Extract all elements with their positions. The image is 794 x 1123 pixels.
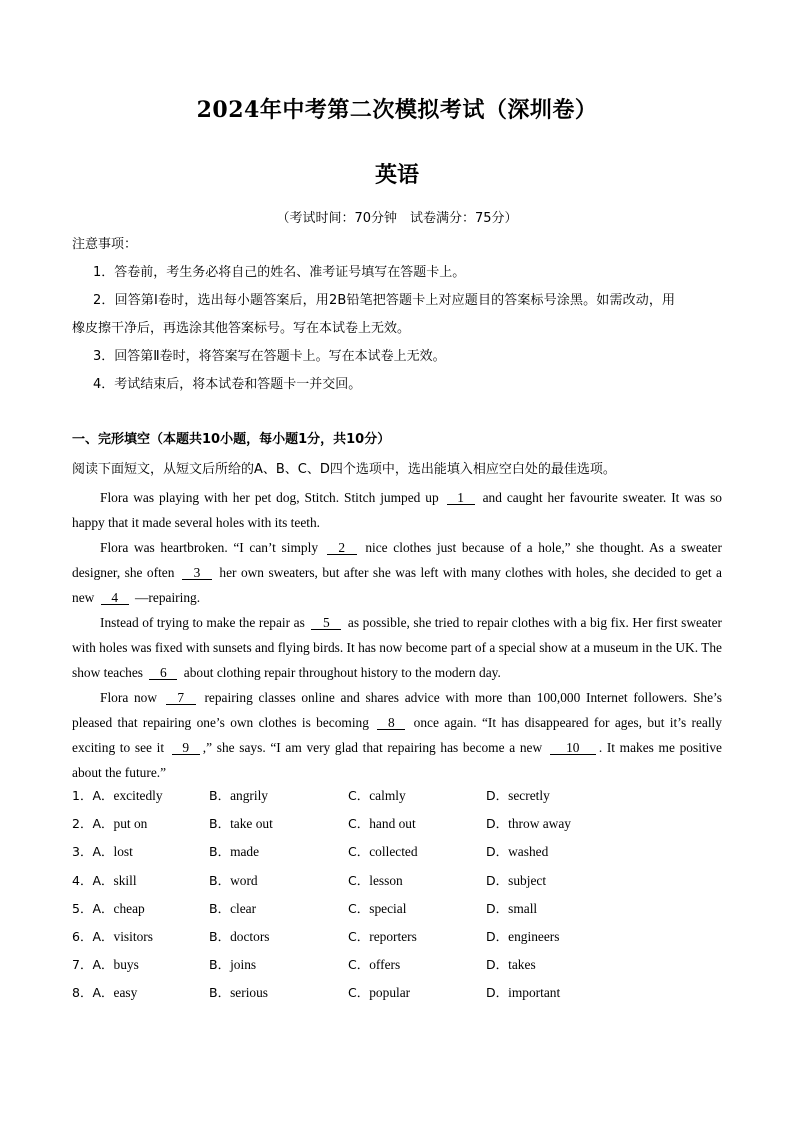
option-a <box>72 899 145 917</box>
option-text: skill <box>113 872 137 888</box>
option-d <box>486 814 571 832</box>
option-letter: C． <box>348 985 370 1001</box>
option-b <box>209 955 256 973</box>
option-text: small <box>508 900 538 916</box>
question-row <box>72 927 732 955</box>
blank-8: 8 <box>377 716 405 730</box>
option-letter: A． <box>92 816 114 832</box>
option-b <box>209 786 268 804</box>
option-letter: D． <box>486 816 509 832</box>
section-header: 一、完形填空（本题共10小题，每小题1分，共10分） <box>72 432 391 447</box>
passage-paragraph <box>72 485 722 535</box>
passage-text: her own sweaters, but after she was left with many clothes with holes, she decided to get a new <box>72 565 722 605</box>
question-row <box>72 955 732 983</box>
option-text: doctors <box>230 928 270 944</box>
option-letter: D． <box>486 985 509 1001</box>
notice-list <box>72 259 728 399</box>
option-text: lesson <box>369 872 403 888</box>
option-text: subject <box>508 872 547 888</box>
option-c <box>348 842 418 860</box>
passage-text: Instead of trying to make the repair as <box>100 615 305 630</box>
blank-2: 2 <box>327 541 357 555</box>
option-letter: A． <box>92 900 114 916</box>
exam-info: （考试时间：70分钟 试卷满分：75分） <box>276 211 518 226</box>
option-letter: D． <box>486 957 509 973</box>
blank-1: 1 <box>447 491 475 505</box>
option-text: reporters <box>369 928 417 944</box>
question-number: 1． <box>72 788 93 803</box>
blank-4: 4 <box>101 591 129 605</box>
blank-3: 3 <box>182 566 212 580</box>
question-row <box>72 899 732 927</box>
option-d <box>486 983 560 1001</box>
option-c <box>348 814 416 832</box>
blank-7: 7 <box>166 691 196 705</box>
option-c <box>348 786 406 804</box>
question-row <box>72 983 732 1011</box>
option-d <box>486 842 548 860</box>
option-text: washed <box>508 844 549 860</box>
option-letter: A． <box>92 985 114 1001</box>
option-b <box>209 814 273 832</box>
passage-paragraph <box>72 535 722 610</box>
option-a <box>72 927 153 945</box>
option-letter: D． <box>486 844 509 860</box>
question-number: 5． <box>72 900 93 916</box>
option-b <box>209 927 270 945</box>
option-letter: A． <box>92 928 114 944</box>
option-c <box>348 899 406 917</box>
question-number: 3． <box>72 844 93 860</box>
option-letter: B． <box>209 872 231 888</box>
option-text: throw away <box>508 816 571 832</box>
option-letter: C． <box>348 928 370 944</box>
question-number: 8． <box>72 985 93 1001</box>
cloze-passage <box>72 485 722 785</box>
question-number: 6． <box>72 928 93 944</box>
option-text: offers <box>369 957 401 973</box>
option-b <box>209 871 258 889</box>
option-a <box>72 842 133 860</box>
option-c <box>348 983 410 1001</box>
passage-text: Flora was heartbroken. “I can’t simply <box>100 540 319 555</box>
option-letter: B． <box>209 957 231 973</box>
notice-title: 注意事项： <box>72 237 138 252</box>
option-text: important <box>508 985 561 1001</box>
blank-9: 9 <box>172 741 200 755</box>
exam-title: 2024年中考第二次模拟考试（深圳卷） <box>196 97 598 123</box>
passage-text: about clothing repair throughout history to the modern day. <box>183 665 501 680</box>
option-d <box>486 927 559 945</box>
option-text: hand out <box>369 816 416 832</box>
option-letter: B． <box>209 985 231 1001</box>
passage-text: —repairing. <box>135 590 201 605</box>
option-text: joins <box>230 957 257 973</box>
option-a <box>72 814 147 832</box>
option-text: take out <box>230 816 273 832</box>
option-text: calmly <box>369 788 406 803</box>
option-text: lost <box>113 844 133 860</box>
option-c <box>348 927 417 945</box>
option-text: collected <box>369 844 418 860</box>
option-a <box>72 871 137 889</box>
option-c <box>348 871 403 889</box>
option-text: secretly <box>508 788 550 803</box>
option-a <box>72 955 139 973</box>
passage-text: as possible, she tried to repair clothes with a big fix. Her first sweater with holes was fixed with sunsets and flying birds. It has now become part of a special show at a museum in the UK. The show teaches <box>72 615 723 680</box>
notice-item-2-line-2: 橡皮擦干净后，再选涂其他答案标号。写在本试卷上无效。 <box>72 321 411 336</box>
option-letter: B． <box>209 816 231 832</box>
passage-text: Flora now <box>100 690 158 705</box>
option-text: made <box>230 844 260 860</box>
passage-text: repairing classes online and shares advice with more than 100,000 Internet followers. She’s pleased that repairing one’s own clothes is becoming <box>72 690 722 730</box>
option-d <box>486 899 537 917</box>
option-letter: C． <box>348 816 370 832</box>
passage-text: Flora was playing with her pet dog, Stitch. Stitch jumped up <box>100 490 439 505</box>
option-letter: B． <box>209 844 231 860</box>
option-letter: C． <box>348 788 370 803</box>
option-b <box>209 899 256 917</box>
question-number: 7． <box>72 957 93 973</box>
question-options <box>72 786 732 1012</box>
option-letter: D． <box>486 900 509 916</box>
option-letter: A． <box>92 872 114 888</box>
notice-item-3: 3．回答第Ⅱ卷时，将答案写在答题卡上。写在本试卷上无效。 <box>93 349 446 364</box>
option-letter: D． <box>486 872 509 888</box>
passage-text: . It makes me positive about the future.” <box>72 740 722 780</box>
option-letter: C． <box>348 957 370 973</box>
option-a <box>72 983 137 1001</box>
option-letter: B． <box>209 788 231 803</box>
option-letter: A． <box>92 844 114 860</box>
passage-paragraph <box>72 610 722 685</box>
passage-text: once again. “It has disappeared for ages, but it’s really exciting to see it <box>72 715 722 755</box>
passage-paragraph <box>72 685 722 785</box>
question-row <box>72 842 732 870</box>
passage-text: ,” she says. “I am very glad that repairing has become a new <box>202 740 543 755</box>
option-c <box>348 955 400 973</box>
notice-item-4: 4．考试结束后，将本试卷和答题卡一并交回。 <box>93 377 362 392</box>
option-text: excitedly <box>113 788 163 803</box>
option-text: angrily <box>230 788 269 803</box>
option-text: visitors <box>113 928 153 944</box>
notice-item-1: 1．答卷前，考生务必将自己的姓名、准考证号填写在答题卡上。 <box>93 265 466 280</box>
option-letter: A． <box>92 957 114 973</box>
notice-item-2-line-1: 2．回答第Ⅰ卷时，选出每小题答案后，用2B铅笔把答题卡上对应题目的答案标号涂黑。如需改动，用 <box>93 293 676 308</box>
option-d <box>486 871 546 889</box>
question-row <box>72 871 732 899</box>
option-text: serious <box>230 985 269 1001</box>
option-text: put on <box>113 816 148 832</box>
passage-text: nice clothes just because of a hole,” she thought. As a sweater designer, she often <box>72 540 722 580</box>
option-letter: B． <box>209 928 231 944</box>
question-row <box>72 786 732 814</box>
option-text: word <box>230 872 258 888</box>
blank-5: 5 <box>311 616 341 630</box>
option-text: easy <box>113 985 138 1001</box>
option-text: takes <box>508 957 536 973</box>
option-letter: B． <box>209 900 231 916</box>
option-letter: C． <box>348 844 370 860</box>
blank-6: 6 <box>149 666 177 680</box>
passage-text: and caught her favourite sweater. It was so happy that it made several holes with its teeth. <box>72 490 722 530</box>
option-d <box>486 786 550 804</box>
option-text: clear <box>230 900 257 916</box>
option-text: buys <box>113 957 139 973</box>
question-number: 2． <box>72 816 93 832</box>
option-b <box>209 842 259 860</box>
option-text: cheap <box>113 900 145 916</box>
subject-title: 英语 <box>374 162 419 188</box>
blank-10: 10 <box>550 741 596 755</box>
option-text: popular <box>369 985 411 1001</box>
question-number: 4． <box>72 872 93 888</box>
option-letter: A． <box>92 788 114 803</box>
option-text: engineers <box>508 928 560 944</box>
option-letter: D． <box>486 928 509 944</box>
option-text: special <box>369 900 407 916</box>
question-row <box>72 814 732 842</box>
option-b <box>209 983 268 1001</box>
option-a <box>72 786 163 804</box>
option-letter: C． <box>348 900 370 916</box>
section-instruction: 阅读下面短文，从短文后所给的A、B、C、D四个选项中，选出能填入相应空白处的最佳选项。 <box>72 462 616 477</box>
option-letter: D． <box>486 788 509 803</box>
option-d <box>486 955 536 973</box>
option-letter: C． <box>348 872 370 888</box>
